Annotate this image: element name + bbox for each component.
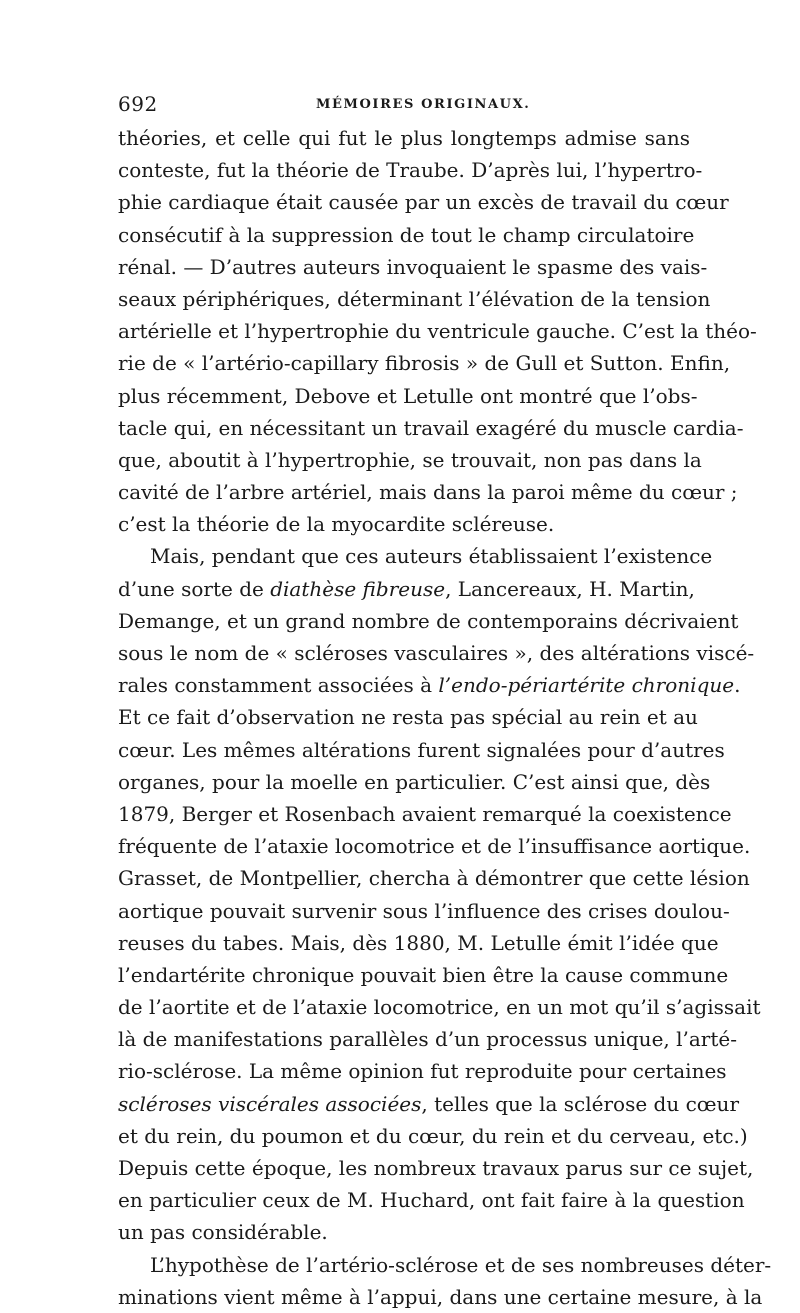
text-line [118,1088,739,1120]
text-line: théories, et celle qui fut le plus longtemps admise sans [118,126,690,150]
text-line [118,669,741,701]
text-line: Depuis cette époque, les nombreux travaux parus sur ce sujet, [118,1156,754,1180]
paragraph-end-line: c’est la théorie de la myocardite scléreuse. [118,512,555,537]
book-page [118,92,772,1313]
paragraph-start-line: Mais, pendant que ces auteurs établissaient l’existence [150,544,713,569]
italic-term: l’endo-périartérite chronique [438,673,735,698]
page-number: 692 [118,92,158,116]
paragraph-end-line: un pas considérable. [118,1220,328,1245]
text-line: rénal. — D’autres auteurs invoquaient le spasme des vais- [118,254,708,279]
text-line: artérielle et l’hypertrophie du ventricule gauche. C’est la théo- [118,319,757,344]
text-line: là de manifestations parallèles d’un processus unique, l’arté- [118,1027,737,1052]
text-segment: d’une sorte de [118,576,271,601]
text-line: et du rein, du poumon et du cœur, du rein et du cerveau, etc.) [118,1123,748,1148]
text-line: tacle qui, en nécessitant un travail exagéré du muscle cardia- [118,415,744,440]
text-line: Grasset, de Montpellier, chercha à démontrer que cette lésion [118,866,750,891]
text-line: conteste, fut la théorie de Traube. D’après lui, l’hypertro- [118,158,703,183]
text-line: reuses du tabes. Mais, dès 1880, M. Letulle émit l’idée que [118,930,719,955]
text-line: aortique pouvait survenir sous l’influence des crises doulou- [118,898,730,923]
body-text [118,122,772,1313]
text-line: minations vient même à l’appui, dans une certaine mesure, à la [118,1284,763,1309]
text-line: cœur. Les mêmes altérations furent signalées pour d’autres [118,737,725,762]
italic-term: scléroses viscérales associées [118,1091,422,1116]
text-segment: . [734,673,741,698]
text-line: l’endartérite chronique pouvait bien être la cause commune [118,962,729,987]
text-segment: , Lancereaux, H. Martin, [445,576,695,601]
text-line: phie cardiaque était causée par un excès de travail du cœur [118,190,729,215]
text-segment: , telles que la sclérose du cœur [421,1091,739,1116]
running-head: MÉMOIRES ORIGINAUX. [316,97,531,112]
text-line: de l’aortite et de l’ataxie locomotrice, en un mot qu’il s’agissait [118,995,761,1020]
text-line: en particulier ceux de M. Huchard, ont fait faire à la question [118,1188,745,1213]
text-line: fréquente de l’ataxie locomotrice et de l’insuffisance aortique. [118,834,751,859]
page-header [118,92,690,120]
text-line: Et ce fait d’observation ne resta pas spécial au rein et au [118,705,698,730]
text-segment: rales constamment associées à [118,673,439,698]
text-line: seaux périphériques, déterminant l’élévation de la tension [118,286,711,311]
text-line: plus récemment, Debove et Letulle ont montré que l’obs- [118,383,698,408]
text-line: Demange, et un grand nombre de contemporains décrivaient [118,608,739,633]
text-line: rie de « l’artério-capillary fibrosis » de Gull et Sutton. Enfin, [118,351,731,376]
text-line: cavité de l’arbre artériel, mais dans la paroi même du cœur ; [118,480,738,505]
paragraph-start-line: L’hypothèse de l’artério-sclérose et de ses nombreuses déter- [150,1252,772,1277]
text-line: 1879, Berger et Rosenbach avaient remarqué la coexistence [118,801,732,826]
text-line: consécutif à la suppression de tout le champ circulatoire [118,222,695,247]
text-line: que, aboutit à l’hypertrophie, se trouvait, non pas dans la [118,447,702,472]
italic-term: diathèse fibreuse [270,576,446,601]
text-line: organes, pour la moelle en particulier. C’est ainsi que, dès [118,769,711,794]
text-line: sous le nom de « scléroses vasculaires », des altérations viscé- [118,641,755,665]
text-line [118,573,695,605]
text-line: rio-sclérose. La même opinion fut reproduite pour certaines [118,1059,727,1084]
